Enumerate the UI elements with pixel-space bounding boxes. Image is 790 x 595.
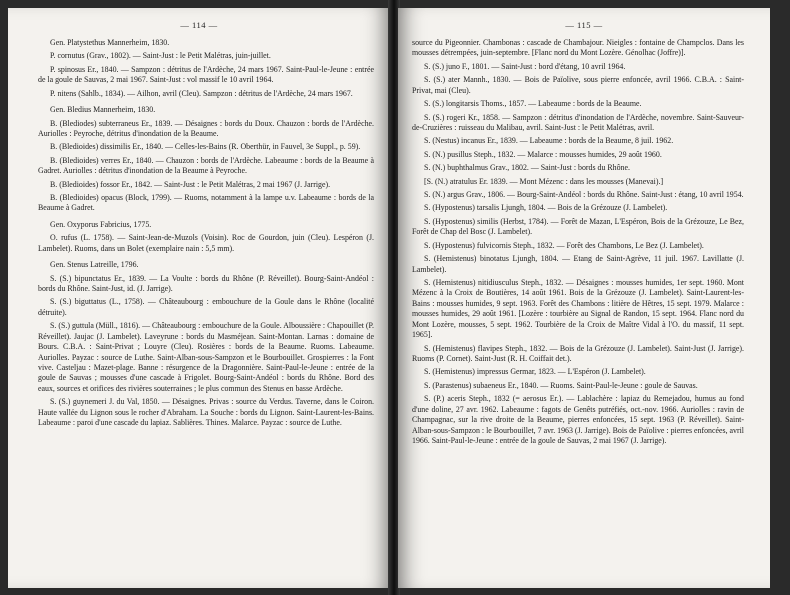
- species-entry: S. (Hypostenus) fulvicornis Steph., 1832. — Forêt des Chambons, Le Bez (J. Lambelet).: [424, 240, 704, 250]
- species-entry: S. (N.) buphthalmus Grav., 1802. — Saint-Just : bords du Rhône.: [424, 163, 630, 173]
- species-entry: P. nitens (Sahlb., 1834). — Ailhon, avril (Cleu). Sampzon : détritus de l'Ardèche, 24 mars 1967.: [50, 88, 353, 98]
- species-entry: S. (Hemistenus) nitidiusculus Steph., 1832. — Désaignes : mousses humides, 1er sept. 1960. Mont Mézenc à la Croix de Boutières, 14 août 1961. Bois de la Grézouze (J. Lambelet). Saint-Laurent-les-Bains : mousses humides, 9 sept. 1963. Forêt des Chambons : litière de Hêtres, 15 sept. 1979. Malarce : mousses humides, 29 août 1961. [Lozère : tourbière au Signal de Randon, 15 sept. 1964. Flanc nord du Mont Lozère, mousses, 5 sept. 1962. Tourbière de la Croix de Maître Vidal à l'O. du massif, 11 sept. 1965].: [412, 278, 744, 340]
- species-entry: B. (Bledioides) opacus (Block, 1799). — Ruoms, notamment à la lampe u.v. Labeaume : bords de la Beaume à Gadret.: [38, 193, 374, 213]
- species-entry: S. (Hypostenus) tarsalis Ljungh, 1804. — Bois de la Grézouze (J. Lambelet).: [424, 203, 668, 213]
- species-entry: S. (S.) guynemeri J. du Val, 1850. — Désaignes. Privas : source du Verdus. Taverne, dans le Coiron. Haute vallée du Lignon sous le rocher d'Abraham. La Souche : bords du Lignon. Saint-Laurent-les-Bains. Labeaume : paroi d'une cascade du lapiaz. Sablières. Thines. Malarce. Payzac : source de Luthe.: [38, 397, 374, 428]
- species-entry: S. (S.) guttula (Müll., 1816). — Châteaubourg : embouchure de la Goule. Alboussière : Chapouillet (P. Réveillet). Jaujac (J. Lambelet). Laveyrune : bords du Masméjean. Saint-Montan. Larnas : domaine de Bours. C.B.A. : Saint-Privat ; Louyre (Cleu). Rosières : bords de la Beaume. Ruoms. Labeaume. Auriolles. Payzac : source de Luthe. Saint-Alban-sous-Sampzon et le Bourbouillet. Grospierres : la Font vive. Casteljau : Mazet-plage. Banne : résurgence de la Dragonnière. Saint-Paul-le-Jeune : entrée de la goule de Sauvas ; mousses d'une cascade à Frigolet. Bourg-Saint-Andéol : bords du Rhône. Bord des eaux, sources et orifices des rivières souterraines ; le plus commun des Stenus en basse Ardèche.: [38, 321, 374, 393]
- species-entry: S. (N.) argus Grav., 1806. — Bourg-Saint-Andéol : bords du Rhône. Saint-Just : étang, 10 avril 1954.: [424, 190, 744, 200]
- species-entry: source du Pigeonnier. Chambonas : cascade de Chambajour. Nieigles : fontaine de Champclos. Dans les mousses détrempées, juin-septembre. [Flanc nord du Mont Lozère. Génolhac (Joffre)].: [412, 38, 744, 58]
- page-text: [398, 38, 770, 446]
- species-entry: S. (Hemistenus) binotatus Ljungh, 1804. — Etang de Saint-Agrève, 11 juil. 1967. Lavillatte (J. Lambelet).: [412, 254, 744, 274]
- species-entry: S. (S.) juno F., 1801. — Saint-Just : bord d'étang, 10 avril 1964.: [424, 61, 626, 71]
- species-entry: B. (Bledioides) fossor Er., 1842. — Saint-Just : le Petit Malétras, 2 mai 1967 (J. Jarrige).: [50, 179, 331, 189]
- species-entry: P. cornutus (Grav., 1802). — Saint-Just : le Petit Malétras, juin-juillet.: [50, 51, 271, 61]
- species-entry: S. (Hemistenus) impressus Germar, 1823. — L'Espéron (J. Lambelet).: [424, 367, 646, 377]
- species-entry: S. (N.) pusillus Steph., 1832. — Malarce : mousses humides, 29 août 1960.: [424, 149, 662, 159]
- species-entry: B. (Bledioides) verres Er., 1840. — Chauzon : bords de l'Ardèche. Labeaume : bords de la Beaume à Gadret. Auriolles : détritus d'inondation de la Beaume à Peyroche.: [38, 155, 374, 176]
- species-entry: S. (S.) bipunctatus Er., 1839. — La Voulte : bords du Rhône (P. Réveillet). Bourg-Saint-Andéol : bords du Rhône. Saint-Just, id. (J. Jarrige).: [38, 273, 374, 294]
- species-entry: B. (Bledioides) dissimilis Er., 1840. — Celles-les-Bains (R. Oberthür, in Fauvel, 3e Suppl., p. 59).: [50, 142, 361, 152]
- left-page: [8, 8, 390, 588]
- page-number: — 115 —: [565, 20, 603, 30]
- page-text: [8, 38, 390, 429]
- species-entry: [S. (N.) atratulus Er. 1839. — Mont Mézenc : dans les mousses (Manevai).]: [424, 176, 664, 186]
- species-entry: B. (Blediodes) subterraneus Er., 1839. — Désaignes : bords du Doux. Chauzon : bords de l'Ardèche. Auriolles : Peyroche, détritus d'inondation de la Beaume.: [38, 118, 374, 138]
- species-entry: P. spinosus Er., 1840. — Sampzon : détritus de l'Ardèche, 24 mars 1967. Saint-Paul-le-Jeune : entrée de la goule de Sauvas, 2 mai 1967. Saint-Just : vol massif le 10 avril 1964.: [38, 64, 374, 85]
- species-entry: S. (S.) longitarsis Thoms., 1857. — Labeaume : bords de la Beaume.: [424, 99, 642, 109]
- genus-heading: Gen. Platystethus Mannerheim, 1830.: [50, 38, 170, 47]
- species-entry: O. rufus (L. 1758). — Saint-Jean-de-Muzols (Voisin). Roc de Gourdon, juin (Cleu). Lespéron (J. Lambelet). Ruoms, dans un Bolet (exemplaire nain : 5,5 mm).: [38, 233, 374, 253]
- species-entry: S. (Hypostenus) similis (Herbst, 1784). — Forêt de Mazan, L'Espéron, Bois de la Grézouze, Le Bez, Forêt de Chap del Bosc (J. Lambelet).: [412, 216, 744, 237]
- species-entry: S. (S.) ater Mannh., 1830. — Bois de Païolive, sous pierre enfoncée, avril 1966. C.B.A. : Saint-Privat, mai (Cleu).: [412, 75, 744, 95]
- species-entry: S. (S.) rogeri Kr., 1858. — Sampzon : détritus d'inondation de l'Ardèche, novembre. Saint-Sauveur-de-Cruzières : ruisseau du Malibau, avril. Saint-Just : le Petit Malétras, avril.: [412, 112, 744, 132]
- genus-heading: Gen. Stenus Latreille, 1796.: [50, 260, 139, 270]
- genus-heading: Gen. Oxyporus Fabricius, 1775.: [50, 219, 152, 229]
- right-page: [398, 8, 770, 588]
- page-number: — 114 —: [180, 20, 218, 30]
- species-entry: S. (P.) aceris Steph., 1832 (= aerosus Er.). — Lablachère : lapiaz du Remejadou, humus au fond d'une doline, 27 avr. 1962. Labeaume : fagots de Genêts putréfiés, oct.-nov. 1966. Auriolles : ravin de Champagnac, sur la rive droite de la Beaume, pierres enfoncées, 15 sept. 1963 (P. Réveillet). Saint-Alban-sous-Sampzon : le Bourbouillet, 7 avr. 1963 (J. Jarrige). Bois de Païolive : pierres enfoncées, avril 1966. Saint-Paul-le-Jeune : entrée de la goule de Sauvas, 2 mai 1967 (J. Jarrige).: [412, 394, 744, 445]
- species-entry: S. (Hemistenus) flavipes Steph., 1832. — Bois de la Grézouze (J. Lambelet). Saint-Just (J. Jarrige). Ruoms (P. Cornet). Saint-Just (R. H. Coiffait det.).: [412, 343, 744, 363]
- genus-heading: Gen. Bledius Mannerheim, 1830.: [50, 105, 156, 115]
- species-entry: S. (S.) biguttatus (L., 1758). — Châteaubourg : embouchure de la Goule dans le Rhône (localité détruite).: [38, 297, 374, 317]
- species-entry: S. (Parastenus) subaeneus Er., 1840. — Ruoms. Saint-Paul-le-Jeune : goule de Sauvas.: [424, 380, 698, 390]
- species-entry: S. (Nestus) incanus Er., 1839. — Labeaume : bords de la Beaume, 8 juil. 1962.: [424, 136, 674, 146]
